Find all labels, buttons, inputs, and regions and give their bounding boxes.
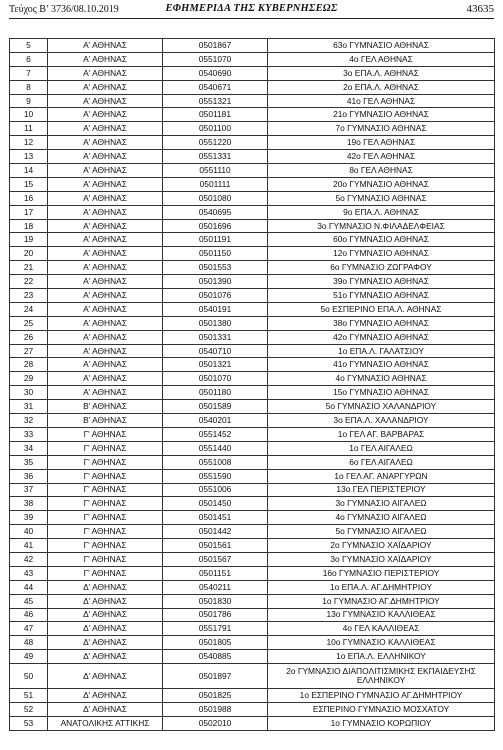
code-cell: 0501111	[163, 177, 268, 191]
region-cell: Α' ΑΘΗΝΑΣ	[48, 191, 163, 205]
school-cell: 63ο ΓΥΜΝΑΣΙΟ ΑΘΗΝΑΣ	[268, 39, 495, 53]
row-number: 32	[10, 414, 48, 428]
region-cell: Α' ΑΘΗΝΑΣ	[48, 66, 163, 80]
code-cell: 0551006	[163, 483, 268, 497]
table-row	[10, 191, 495, 205]
code-cell: 0551070	[163, 52, 268, 66]
row-number: 8	[10, 80, 48, 94]
row-number: 40	[10, 525, 48, 539]
table-row	[10, 580, 495, 594]
table-row	[10, 441, 495, 455]
row-number: 20	[10, 247, 48, 261]
table-row	[10, 664, 495, 689]
school-cell: 1ο ΓΕΛ ΑΓ. ΒΑΡΒΑΡΑΣ	[268, 427, 495, 441]
code-cell: 0502010	[163, 716, 268, 730]
region-cell: Δ' ΑΘΗΝΑΣ	[48, 622, 163, 636]
code-cell: 0501589	[163, 400, 268, 414]
code-cell: 0501451	[163, 511, 268, 525]
table-row	[10, 689, 495, 703]
table-row	[10, 52, 495, 66]
code-cell: 0501450	[163, 497, 268, 511]
region-cell: Α' ΑΘΗΝΑΣ	[48, 136, 163, 150]
region-cell: Α' ΑΘΗΝΑΣ	[48, 205, 163, 219]
code-cell: 0551791	[163, 622, 268, 636]
region-cell: Α' ΑΘΗΝΑΣ	[48, 330, 163, 344]
row-number: 45	[10, 594, 48, 608]
region-cell: Α' ΑΘΗΝΑΣ	[48, 233, 163, 247]
code-cell: 0501191	[163, 233, 268, 247]
code-cell: 0551590	[163, 469, 268, 483]
region-cell: Δ' ΑΘΗΝΑΣ	[48, 664, 163, 689]
table-row	[10, 344, 495, 358]
region-cell: Α' ΑΘΗΝΑΣ	[48, 302, 163, 316]
row-number: 51	[10, 689, 48, 703]
region-cell: Α' ΑΘΗΝΑΣ	[48, 344, 163, 358]
school-cell: 1ο ΕΣΠΕΡΙΝΟ ΓΥΜΝΑΣΙΟ ΑΓ.ΔΗΜΗΤΡΙΟΥ	[268, 689, 495, 703]
region-cell: Γ' ΑΘΗΝΑΣ	[48, 441, 163, 455]
row-number: 35	[10, 455, 48, 469]
region-cell: Α' ΑΘΗΝΑΣ	[48, 261, 163, 275]
region-cell: Α' ΑΘΗΝΑΣ	[48, 122, 163, 136]
row-number: 53	[10, 716, 48, 730]
school-cell: 4ο ΓΕΛ ΑΘΗΝΑΣ	[268, 52, 495, 66]
issue-label: Τεύχος Β’ 3736/08.10.2019	[9, 4, 119, 15]
code-cell: 0551331	[163, 150, 268, 164]
table-row	[10, 330, 495, 344]
row-number: 44	[10, 580, 48, 594]
region-cell: Α' ΑΘΗΝΑΣ	[48, 386, 163, 400]
table-row	[10, 302, 495, 316]
row-number: 50	[10, 664, 48, 689]
table-row	[10, 400, 495, 414]
table-row	[10, 289, 495, 303]
code-cell: 0501331	[163, 330, 268, 344]
school-cell: 1ο ΓΕΛ ΑΙΓΑΛΕΩ	[268, 441, 495, 455]
row-number: 26	[10, 330, 48, 344]
school-cell: 15ο ΓΥΜΝΑΣΙΟ ΑΘΗΝΑΣ	[268, 386, 495, 400]
school-cell: 60ο ΓΥΜΝΑΣΙΟ ΑΘΗΝΑΣ	[268, 233, 495, 247]
code-cell: 0501442	[163, 525, 268, 539]
region-cell: Δ' ΑΘΗΝΑΣ	[48, 608, 163, 622]
table-row	[10, 650, 495, 664]
code-cell: 0501867	[163, 39, 268, 53]
school-cell: 1ο ΓΥΜΝΑΣΙΟ ΚΟΡΩΠΙΟΥ	[268, 716, 495, 730]
region-cell: Δ' ΑΘΗΝΑΣ	[48, 594, 163, 608]
row-number: 16	[10, 191, 48, 205]
region-cell: Δ' ΑΘΗΝΑΣ	[48, 702, 163, 716]
code-cell: 0551008	[163, 455, 268, 469]
row-number: 39	[10, 511, 48, 525]
region-cell: Γ' ΑΘΗΝΑΣ	[48, 511, 163, 525]
table-row	[10, 483, 495, 497]
code-cell: 0540710	[163, 344, 268, 358]
row-number: 27	[10, 344, 48, 358]
region-cell: Α' ΑΘΗΝΑΣ	[48, 219, 163, 233]
school-cell: 21ο ΓΥΜΝΑΣΙΟ ΑΘΗΝΑΣ	[268, 108, 495, 122]
school-cell: 2ο ΓΥΜΝΑΣΙΟ ΔΙΑΠΟΛΙΤΙΣΜΙΚΗΣ ΕΚΠΑΙΔΕΥΣΗΣ ΕΛΛΗΝΙΚΟΥ	[268, 664, 495, 689]
school-cell: 41ο ΓΥΜΝΑΣΙΟ ΑΘΗΝΑΣ	[268, 358, 495, 372]
row-number: 11	[10, 122, 48, 136]
table-row	[10, 455, 495, 469]
row-number: 14	[10, 164, 48, 178]
row-number: 34	[10, 441, 48, 455]
table-row	[10, 525, 495, 539]
row-number: 41	[10, 539, 48, 553]
code-cell: 0501830	[163, 594, 268, 608]
table-row	[10, 164, 495, 178]
table-row	[10, 414, 495, 428]
row-number: 37	[10, 483, 48, 497]
schools-table-body	[10, 39, 495, 731]
region-cell: Α' ΑΘΗΝΑΣ	[48, 177, 163, 191]
school-cell: 38ο ΓΥΜΝΑΣΙΟ ΑΘΗΝΑΣ	[268, 316, 495, 330]
row-number: 49	[10, 650, 48, 664]
region-cell: Α' ΑΘΗΝΑΣ	[48, 52, 163, 66]
newspaper-title: ΕΦΗΜΕΡΙΔΑ ΤΗΣ ΚΥΒΕΡΝΗΣΕΩΣ	[165, 3, 338, 14]
school-cell: 5ο ΓΥΜΝΑΣΙΟ ΧΑΛΑΝΔΡΙΟΥ	[268, 400, 495, 414]
code-cell: 0540191	[163, 302, 268, 316]
school-cell: 7ο ΓΥΜΝΑΣΙΟ ΑΘΗΝΑΣ	[268, 122, 495, 136]
region-cell: Α' ΑΘΗΝΑΣ	[48, 247, 163, 261]
table-row	[10, 247, 495, 261]
school-cell: 42ο ΓΕΛ ΑΘΗΝΑΣ	[268, 150, 495, 164]
table-row	[10, 233, 495, 247]
school-cell: 6ο ΓΕΛ ΑΙΓΑΛΕΩ	[268, 455, 495, 469]
code-cell: 0551452	[163, 427, 268, 441]
row-number: 10	[10, 108, 48, 122]
row-number: 7	[10, 66, 48, 80]
code-cell: 0540690	[163, 66, 268, 80]
region-cell: Γ' ΑΘΗΝΑΣ	[48, 455, 163, 469]
school-cell: 5ο ΕΣΠΕΡΙΝΟ ΕΠΑ.Λ. ΑΘΗΝΑΣ	[268, 302, 495, 316]
row-number: 33	[10, 427, 48, 441]
row-number: 46	[10, 608, 48, 622]
table-row	[10, 108, 495, 122]
code-cell: 0501988	[163, 702, 268, 716]
code-cell: 0501076	[163, 289, 268, 303]
table-row	[10, 39, 495, 53]
school-cell: 4ο ΓΕΛ ΚΑΛΛΙΘΕΑΣ	[268, 622, 495, 636]
table-row	[10, 636, 495, 650]
code-cell: 0540201	[163, 414, 268, 428]
table-row	[10, 469, 495, 483]
row-number: 18	[10, 219, 48, 233]
region-cell: Α' ΑΘΗΝΑΣ	[48, 108, 163, 122]
region-cell: Α' ΑΘΗΝΑΣ	[48, 275, 163, 289]
table-row	[10, 427, 495, 441]
row-number: 24	[10, 302, 48, 316]
school-cell: 19ο ΓΕΛ ΑΘΗΝΑΣ	[268, 136, 495, 150]
school-cell: 41ο ΓΕΛ ΑΘΗΝΑΣ	[268, 94, 495, 108]
row-number: 31	[10, 400, 48, 414]
row-number: 30	[10, 386, 48, 400]
schools-table	[9, 38, 495, 731]
page-number: 43635	[466, 3, 494, 15]
row-number: 6	[10, 52, 48, 66]
table-row	[10, 66, 495, 80]
region-cell: Α' ΑΘΗΝΑΣ	[48, 372, 163, 386]
table-row	[10, 177, 495, 191]
school-cell: 13ο ΓΥΜΝΑΣΙΟ ΚΑΛΛΙΘΕΑΣ	[268, 608, 495, 622]
region-cell: Γ' ΑΘΗΝΑΣ	[48, 483, 163, 497]
region-cell: Γ' ΑΘΗΝΑΣ	[48, 539, 163, 553]
table-row	[10, 622, 495, 636]
region-cell: Γ' ΑΘΗΝΑΣ	[48, 427, 163, 441]
table-row	[10, 261, 495, 275]
school-cell: 3ο ΕΠΑ.Λ. ΑΘΗΝΑΣ	[268, 66, 495, 80]
table-row	[10, 702, 495, 716]
table-row	[10, 497, 495, 511]
row-number: 21	[10, 261, 48, 275]
row-number: 15	[10, 177, 48, 191]
code-cell: 0551440	[163, 441, 268, 455]
row-number: 42	[10, 552, 48, 566]
table-row	[10, 205, 495, 219]
region-cell: Γ' ΑΘΗΝΑΣ	[48, 497, 163, 511]
table-row	[10, 94, 495, 108]
school-cell: 1ο ΕΠΑ.Λ. ΓΑΛΑΤΣΙΟΥ	[268, 344, 495, 358]
code-cell: 0501151	[163, 566, 268, 580]
school-cell: 20ο ΓΥΜΝΑΣΙΟ ΑΘΗΝΑΣ	[268, 177, 495, 191]
row-number: 43	[10, 566, 48, 580]
table-row	[10, 358, 495, 372]
row-number: 29	[10, 372, 48, 386]
school-cell: 5ο ΓΥΜΝΑΣΙΟ ΑΘΗΝΑΣ	[268, 191, 495, 205]
region-cell: Γ' ΑΘΗΝΑΣ	[48, 552, 163, 566]
table-row	[10, 122, 495, 136]
region-cell: Δ' ΑΘΗΝΑΣ	[48, 636, 163, 650]
school-cell: 3ο ΓΥΜΝΑΣΙΟ ΑΙΓΑΛΕΩ	[268, 497, 495, 511]
code-cell: 0551321	[163, 94, 268, 108]
row-number: 38	[10, 497, 48, 511]
school-cell: 39ο ΓΥΜΝΑΣΙΟ ΑΘΗΝΑΣ	[268, 275, 495, 289]
school-cell: 4ο ΓΥΜΝΑΣΙΟ ΑΙΓΑΛΕΩ	[268, 511, 495, 525]
region-cell: Δ' ΑΘΗΝΑΣ	[48, 580, 163, 594]
region-cell: Γ' ΑΘΗΝΑΣ	[48, 566, 163, 580]
region-cell: Δ' ΑΘΗΝΑΣ	[48, 689, 163, 703]
row-number: 48	[10, 636, 48, 650]
row-number: 13	[10, 150, 48, 164]
code-cell: 0501561	[163, 539, 268, 553]
region-cell: Α' ΑΘΗΝΑΣ	[48, 289, 163, 303]
table-row	[10, 80, 495, 94]
code-cell: 0501825	[163, 689, 268, 703]
school-cell: 1ο ΕΠΑ.Λ. ΕΛΛΗΝΙΚΟΥ	[268, 650, 495, 664]
table-row	[10, 539, 495, 553]
table-row	[10, 316, 495, 330]
school-cell: 42ο ΓΥΜΝΑΣΙΟ ΑΘΗΝΑΣ	[268, 330, 495, 344]
row-number: 36	[10, 469, 48, 483]
row-number: 22	[10, 275, 48, 289]
code-cell: 0501805	[163, 636, 268, 650]
region-cell: Δ' ΑΘΗΝΑΣ	[48, 650, 163, 664]
row-number: 52	[10, 702, 48, 716]
region-cell: Α' ΑΘΗΝΑΣ	[48, 316, 163, 330]
table-row	[10, 716, 495, 730]
school-cell: 3ο ΓΥΜΝΑΣΙΟ Ν.ΦΙΛΑΔΕΛΦΕΙΑΣ	[268, 219, 495, 233]
region-cell: Α' ΑΘΗΝΑΣ	[48, 164, 163, 178]
school-cell: 10ο ΓΥΜΝΑΣΙΟ ΚΑΛΛΙΘΕΑΣ	[268, 636, 495, 650]
table-row	[10, 219, 495, 233]
code-cell: 0551220	[163, 136, 268, 150]
table-row	[10, 552, 495, 566]
school-cell: 1ο ΕΠΑ.Λ. ΑΓ.ΔΗΜΗΤΡΙΟΥ	[268, 580, 495, 594]
row-number: 17	[10, 205, 48, 219]
region-cell: Α' ΑΘΗΝΑΣ	[48, 94, 163, 108]
table-row	[10, 386, 495, 400]
school-cell: 8ο ΓΕΛ ΑΘΗΝΑΣ	[268, 164, 495, 178]
school-cell: 6ο ΓΥΜΝΑΣΙΟ ΖΩΓΡΑΦΟΥ	[268, 261, 495, 275]
school-cell: 13ο ΓΕΛ ΠΕΡΙΣΤΕΡΙΟΥ	[268, 483, 495, 497]
code-cell: 0501321	[163, 358, 268, 372]
school-cell: ΕΣΠΕΡΙΝΟ ΓΥΜΝΑΣΙΟ ΜΟΣΧΑΤΟΥ	[268, 702, 495, 716]
row-number: 47	[10, 622, 48, 636]
school-cell: 9ο ΕΠΑ.Λ. ΑΘΗΝΑΣ	[268, 205, 495, 219]
row-number: 12	[10, 136, 48, 150]
region-cell: Α' ΑΘΗΝΑΣ	[48, 80, 163, 94]
table-row	[10, 372, 495, 386]
code-cell: 0551110	[163, 164, 268, 178]
code-cell: 0501100	[163, 122, 268, 136]
school-cell: 1ο ΓΕΛ ΑΓ. ΑΝΑΡΓΥΡΩΝ	[268, 469, 495, 483]
code-cell: 0501897	[163, 664, 268, 689]
code-cell: 0540885	[163, 650, 268, 664]
code-cell: 0540211	[163, 580, 268, 594]
table-row	[10, 594, 495, 608]
region-cell: Α' ΑΘΗΝΑΣ	[48, 150, 163, 164]
school-cell: 4ο ΓΥΜΝΑΣΙΟ ΑΘΗΝΑΣ	[268, 372, 495, 386]
row-number: 19	[10, 233, 48, 247]
school-cell: 1ο ΓΥΜΝΑΣΙΟ ΑΓ.ΔΗΜΗΤΡΙΟΥ	[268, 594, 495, 608]
code-cell: 0501070	[163, 372, 268, 386]
code-cell: 0501553	[163, 261, 268, 275]
school-cell: 3ο ΕΠΑ.Λ. ΧΑΛΑΝΔΡΙΟΥ	[268, 414, 495, 428]
school-cell: 16ο ΓΥΜΝΑΣΙΟ ΠΕΡΙΣΤΕΡΙΟΥ	[268, 566, 495, 580]
school-cell: 5ο ΓΥΜΝΑΣΙΟ ΑΙΓΑΛΕΩ	[268, 525, 495, 539]
code-cell: 0501786	[163, 608, 268, 622]
region-cell: Β' ΑΘΗΝΑΣ	[48, 400, 163, 414]
row-number: 5	[10, 39, 48, 53]
row-number: 23	[10, 289, 48, 303]
school-cell: 12ο ΓΥΜΝΑΣΙΟ ΑΘΗΝΑΣ	[268, 247, 495, 261]
region-cell: Α' ΑΘΗΝΑΣ	[48, 39, 163, 53]
table-row	[10, 566, 495, 580]
code-cell: 0501150	[163, 247, 268, 261]
table-row	[10, 608, 495, 622]
code-cell: 0540695	[163, 205, 268, 219]
school-cell: 3ο ΓΥΜΝΑΣΙΟ ΧΑΪΔΑΡΙΟΥ	[268, 552, 495, 566]
row-number: 9	[10, 94, 48, 108]
school-cell: 2ο ΕΠΑ.Λ. ΑΘΗΝΑΣ	[268, 80, 495, 94]
row-number: 25	[10, 316, 48, 330]
code-cell: 0501181	[163, 108, 268, 122]
code-cell: 0540671	[163, 80, 268, 94]
region-cell: Γ' ΑΘΗΝΑΣ	[48, 525, 163, 539]
region-cell: Β' ΑΘΗΝΑΣ	[48, 414, 163, 428]
code-cell: 0501180	[163, 386, 268, 400]
region-cell: Γ' ΑΘΗΝΑΣ	[48, 469, 163, 483]
row-number: 28	[10, 358, 48, 372]
table-row	[10, 275, 495, 289]
code-cell: 0501696	[163, 219, 268, 233]
code-cell: 0501567	[163, 552, 268, 566]
school-cell: 2ο ΓΥΜΝΑΣΙΟ ΧΑΪΔΑΡΙΟΥ	[268, 539, 495, 553]
table-row	[10, 136, 495, 150]
school-cell: 51ο ΓΥΜΝΑΣΙΟ ΑΘΗΝΑΣ	[268, 289, 495, 303]
code-cell: 0501380	[163, 316, 268, 330]
code-cell: 0501390	[163, 275, 268, 289]
table-row	[10, 511, 495, 525]
region-cell: Α' ΑΘΗΝΑΣ	[48, 358, 163, 372]
page-header	[9, 2, 494, 19]
region-cell: ΑΝΑΤΟΛΙΚΗΣ ΑΤΤΙΚΗΣ	[48, 716, 163, 730]
table-row	[10, 150, 495, 164]
code-cell: 0501080	[163, 191, 268, 205]
